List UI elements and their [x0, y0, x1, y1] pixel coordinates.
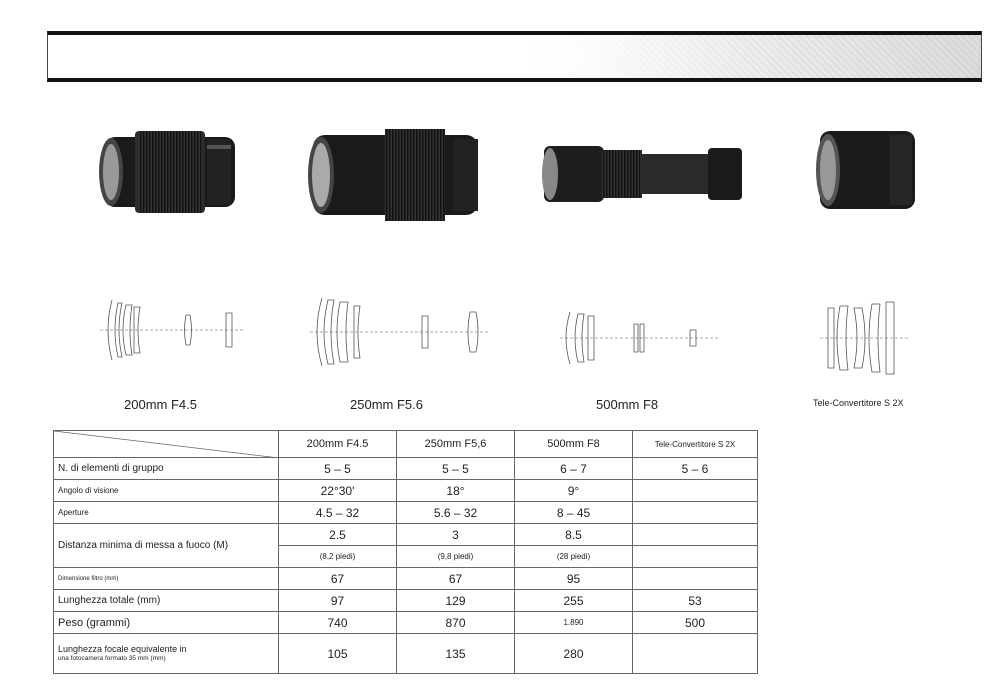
cell: 255 [515, 590, 633, 612]
cell: 105 [279, 634, 397, 674]
cell: (8,2 piedi) [279, 546, 397, 568]
row-label-elements: N. di elementi di gruppo [54, 458, 279, 480]
header-250mm: 250mm F5,6 [397, 431, 515, 458]
row-label-equiv-line2: una fotocamera formato 35 mm (mm) [58, 654, 166, 662]
table-header-row [54, 431, 758, 458]
cell: 1.890 [515, 612, 633, 634]
teleconverter-diagram [820, 298, 910, 378]
header-200mm: 200mm F4.5 [279, 431, 397, 458]
table-row [54, 524, 758, 546]
cell: 9° [515, 480, 633, 502]
cell: 5 – 5 [279, 458, 397, 480]
lens-250mm-diagram [310, 292, 490, 372]
cell: 6 – 7 [515, 458, 633, 480]
lens-200mm-diagram [100, 295, 245, 365]
table-row [54, 590, 758, 612]
row-label-focus: Distanza minima di messa a fuoco (M) [54, 524, 279, 568]
table-row [54, 480, 758, 502]
table-corner-cell [54, 431, 279, 458]
cell: 53 [633, 590, 758, 612]
cell: 500 [633, 612, 758, 634]
row-label-equiv-line1: Lunghezza focale equivalente in [58, 643, 187, 654]
lens-250mm-photo [305, 125, 485, 225]
row-label-angle: Angolo di visione [54, 480, 279, 502]
cell: 5 – 6 [633, 458, 758, 480]
table-row [54, 634, 758, 674]
row-label-equiv [54, 634, 279, 674]
lens-500mm-diagram [560, 308, 720, 368]
cell [633, 502, 758, 524]
cell: 135 [397, 634, 515, 674]
lens-200mm-caption: 200mm F4.5 [124, 397, 197, 412]
cell: 129 [397, 590, 515, 612]
cell: (9,8 piedi) [397, 546, 515, 568]
cell [633, 546, 758, 568]
row-label-filter: Dimensione filtro (mm) [54, 568, 279, 590]
cell [633, 480, 758, 502]
cell: 2.5 [279, 524, 397, 546]
cell: (28 piedi) [515, 546, 633, 568]
table-row [54, 502, 758, 524]
header-500mm: 500mm F8 [515, 431, 633, 458]
cell: 8.5 [515, 524, 633, 546]
cell: 280 [515, 634, 633, 674]
header-teleconverter: Tele-Convertitore S 2X [633, 431, 758, 458]
lens-200mm-photo [95, 125, 245, 220]
cell: 18° [397, 480, 515, 502]
table-row [54, 458, 758, 480]
cell: 4.5 – 32 [279, 502, 397, 524]
header-banner [47, 31, 982, 82]
cell [633, 524, 758, 546]
cell [633, 634, 758, 674]
teleconverter-caption: Tele-Convertitore S 2X [813, 398, 904, 408]
cell: 5.6 – 32 [397, 502, 515, 524]
lens-500mm-photo [540, 138, 745, 210]
teleconverter-photo [810, 125, 925, 215]
cell: 8 – 45 [515, 502, 633, 524]
lens-500mm-caption: 500mm F8 [596, 397, 659, 412]
row-label-length: Lunghezza totale (mm) [54, 590, 279, 612]
row-label-aperture: Aperture [54, 502, 279, 524]
cell: 95 [515, 568, 633, 590]
spec-table [53, 430, 758, 674]
cell: 3 [397, 524, 515, 546]
cell [633, 568, 758, 590]
cell: 67 [279, 568, 397, 590]
row-label-weight: Peso (grammi) [54, 612, 279, 634]
table-row [54, 612, 758, 634]
cell: 67 [397, 568, 515, 590]
table-row [54, 568, 758, 590]
cell: 740 [279, 612, 397, 634]
cell: 5 – 5 [397, 458, 515, 480]
cell: 870 [397, 612, 515, 634]
cell: 97 [279, 590, 397, 612]
cell: 22°30' [279, 480, 397, 502]
lens-250mm-caption: 250mm F5.6 [350, 397, 423, 412]
